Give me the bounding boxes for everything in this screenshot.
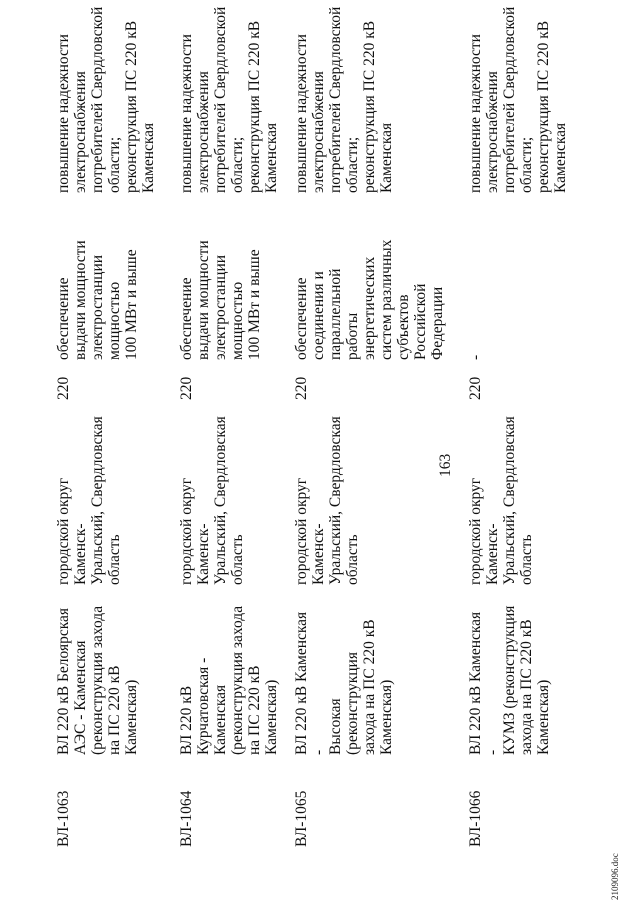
object-purpose: обеспечение выдачи мощности электростанции мощностью 100 МВт и выше <box>55 240 140 360</box>
object-purpose: обеспечение соединения и параллельной работы энергетических систем различных субъектов Российской Федерации <box>293 239 446 360</box>
object-location: городской округ Каменск- Уральский, Свердловская область <box>293 416 361 585</box>
page-number: 163 <box>437 453 454 477</box>
object-effect: повышение надежности электроснабжения потребителей Свердловской области; реконструкция ПС 220 кВ Каменская <box>55 6 157 193</box>
object-location: городской округ Каменск- Уральский, Свердловская область <box>467 416 535 585</box>
object-effect: повышение надежности электроснабжения потребителей Свердловской области; реконструкция ПС 220 кВ Каменская <box>178 6 280 193</box>
object-name: ВЛ 220 кВ Каменская - Высокая (реконструкция захода на ПС 220 кВ Каменская) <box>293 611 395 755</box>
object-voltage: 220 <box>467 376 484 400</box>
object-purpose: обеспечение выдачи мощности электростанции мощностью 100 МВт и выше <box>178 240 263 360</box>
object-effect: повышение надежности электроснабжения потребителей Свердловской области; реконструкция ПС 220 кВ Каменская <box>467 6 569 193</box>
object-name: ВЛ 220 кВ Курчатовская - Каменская (реконструкция захода на ПС 220 кВ Каменская) <box>178 605 280 755</box>
object-code: ВЛ-1065 <box>293 790 310 847</box>
object-location: городской округ Каменск- Уральский, Свердловская область <box>55 416 123 585</box>
object-voltage: 220 <box>178 376 195 400</box>
object-location: городской округ Каменск- Уральский, Свердловская область <box>178 416 246 585</box>
object-effect: повышение надежности электроснабжения потребителей Свердловской области; реконструкция ПС 220 кВ Каменская <box>293 6 395 193</box>
object-name: ВЛ 220 кВ Белоярская АЭС - Каменская (реконструкция захода на ПС 220 кВ Каменская) <box>55 605 140 755</box>
file-name: 2109096.doc <box>610 853 620 900</box>
object-name: ВЛ 220 кВ Каменская - КУМЗ (реконструкция захода на ПС 220 кВ Каменская) <box>467 605 552 755</box>
object-purpose: - <box>467 354 484 360</box>
object-code: ВЛ-1066 <box>467 790 484 847</box>
object-voltage: 220 <box>293 376 310 400</box>
object-voltage: 220 <box>55 376 72 400</box>
object-code: ВЛ-1063 <box>55 790 72 847</box>
object-code: ВЛ-1064 <box>178 790 195 847</box>
